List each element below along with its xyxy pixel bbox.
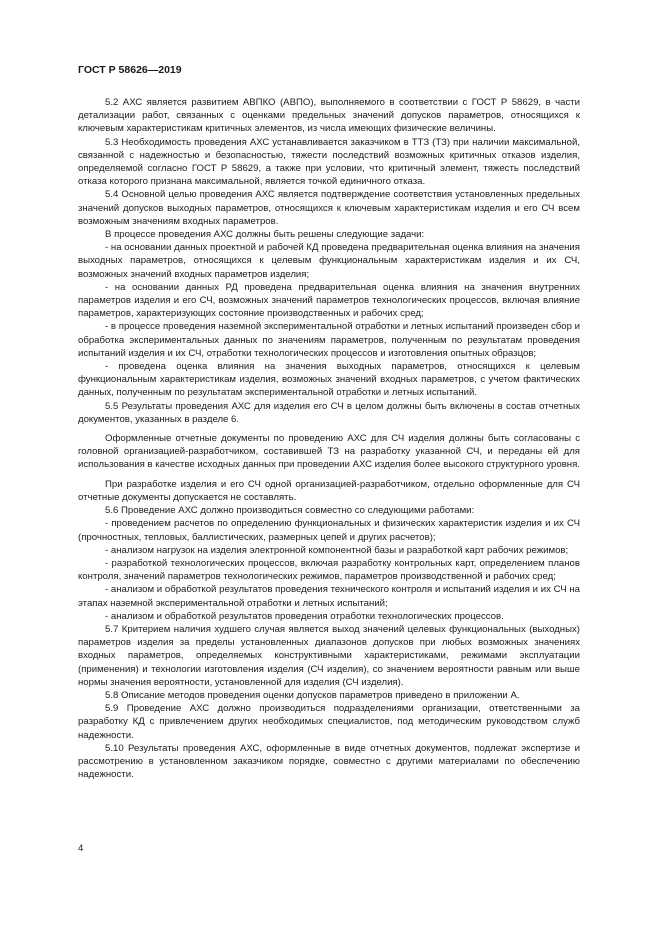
paragraph-reports-agreement: Оформленные отчетные документы по проведению АХС для СЧ изделия должны быть согласованы с головной организацией-разработчиком, составившей ТЗ на разработку указанной СЧ, и переданы ей для использования в качестве исходных данных при проведении АХС изделия более высокого структурного уровня.	[78, 433, 580, 471]
page-number: 4	[78, 843, 84, 854]
paragraph-5-3: 5.3 Необходимость проведения АХС устанавливается заказчиком в ТТЗ (ТЗ) при наличии максимальной, связанной с надежностью и безопасностью, тяжести последствий возможных критичных отказов изделия, определяемой согласно ГОСТ Р 58629, а также при условии, что критичный элемент, тяжесть последствий отказа которого признана максимальной, является точкой единичного отказа.	[78, 136, 580, 188]
task-item: - на основании данных проектной и рабочей КД проведена предварительная оценка влияния на значения выходных параметров, относящихся к целевым функциональным характеристикам изделия и их СЧ, возможных значений входных параметров изделия;	[78, 242, 580, 280]
standard-code-header: ГОСТ Р 58626—2019	[78, 64, 182, 76]
paragraph-5-5: 5.5 Результаты проведения АХС для изделия его СЧ в целом должны быть включены в состав отчетных документов, указанных в разделе 6.	[78, 400, 580, 425]
task-item: - на основании данных РД проведена предварительная оценка влияния на значения внутренних параметров изделия и его СЧ, возможных значений параметров технологических процессов, включая влияние параметров, характеризующих состояние производственных и рабочих сред;	[78, 281, 580, 320]
work-item: - разработкой технологических процессов, включая разработку контрольных карт, определением планов контроля, значений параметров технологических режимов, параметров производственной и рабочих сред;	[78, 557, 580, 583]
tasks-intro: В процессе проведения АХС должны быть решены следующие задачи:	[105, 229, 425, 241]
work-item: - анализом и обработкой результатов проведения технического контроля и испытаний изделия и их СЧ на этапах наземной экспериментальной отработки и летных испытаний;	[78, 584, 580, 609]
work-item: - анализом нагрузок на изделия электронной компонентной базы и разработкой карт рабочих режимов;	[105, 544, 569, 556]
task-item: - проведена оценка влияния на значения выходных параметров, относящихся к целевым функциональным характеристикам изделия, возможных значений входных параметров, с учетом фактических данных, полученным по результатам экспериментальной отработки и летных испытаний.	[78, 361, 580, 399]
paragraph-single-developer: При разработке изделия и его СЧ одной организацией-разработчиком, отдельно оформленные для СЧ отчетные документы допускается не составлять.	[78, 478, 580, 503]
task-item: - в процессе проведения наземной экспериментальной отработки и летных испытаний произведен сбор и обработка экспериментальных данных по значениям параметров, полученным по результатам проведения испытаний изделия и их СЧ, отработки технологических процессов и изготовления опытных образцов;	[78, 321, 580, 359]
paragraph-5-10: 5.10 Результаты проведения АХС, оформленные в виде отчетных документов, подлежат экспертизе и рассмотрению в установленном заказчиком порядке, совместно с другими материалами по обеспечению надежности.	[78, 742, 580, 781]
paragraph-5-9: 5.9 Проведение АХС должно производиться подразделениями организации, ответственными за разработку КД с привлечением других необходимых специалистов, под методическим руководством служб надежности.	[78, 703, 580, 741]
paragraph-5-7: 5.7 Критерием наличия худшего случая является выход значений целевых функциональных (выходных) параметров изделия за пределы установленных диапазонов допусков при любых возможных значениях входных параметров, определяемых конструктивными характеристиками, режимами эксплуатации (применения) и технологии изготовления изделия (СЧ изделия), со значением вероятности равным или выше нормы значения вероятности, установленной для изделия (СЧ изделия).	[78, 623, 580, 688]
paragraph-5-6: 5.6 Проведение АХС должно производиться совместно со следующими работами:	[105, 505, 475, 517]
paragraph-5-2: 5.2 АХС является развитием АВПКО (АВПО), выполняемого в соответствии с ГОСТ Р 58629, в части детализации работ, связанных с оценками предельных значений допусков параметров, относящихся к ключевым характеристикам критичных элементов, из числа имеющих физические величины.	[78, 97, 580, 135]
paragraph-5-4: 5.4 Основной целью проведения АХС является подтверждение соответствия установленных предельных значений допусков выходных параметров, относящихся к ключевым характеристикам изделия и его СЧ всем возможным значениям входных параметров.	[78, 189, 580, 227]
section-body	[78, 96, 580, 781]
work-item: - проведением расчетов по определению функциональных и физических характеристик изделия и их СЧ (прочностных, тепловых, баллистических, размерных цепей и других расчетов);	[78, 518, 580, 543]
paragraph-5-8: 5.8 Описание методов проведения оценки допусков параметров приведено в приложении А.	[105, 689, 520, 701]
work-item: - анализом и обработкой результатов проведения отработки технологических процессов.	[105, 610, 504, 622]
